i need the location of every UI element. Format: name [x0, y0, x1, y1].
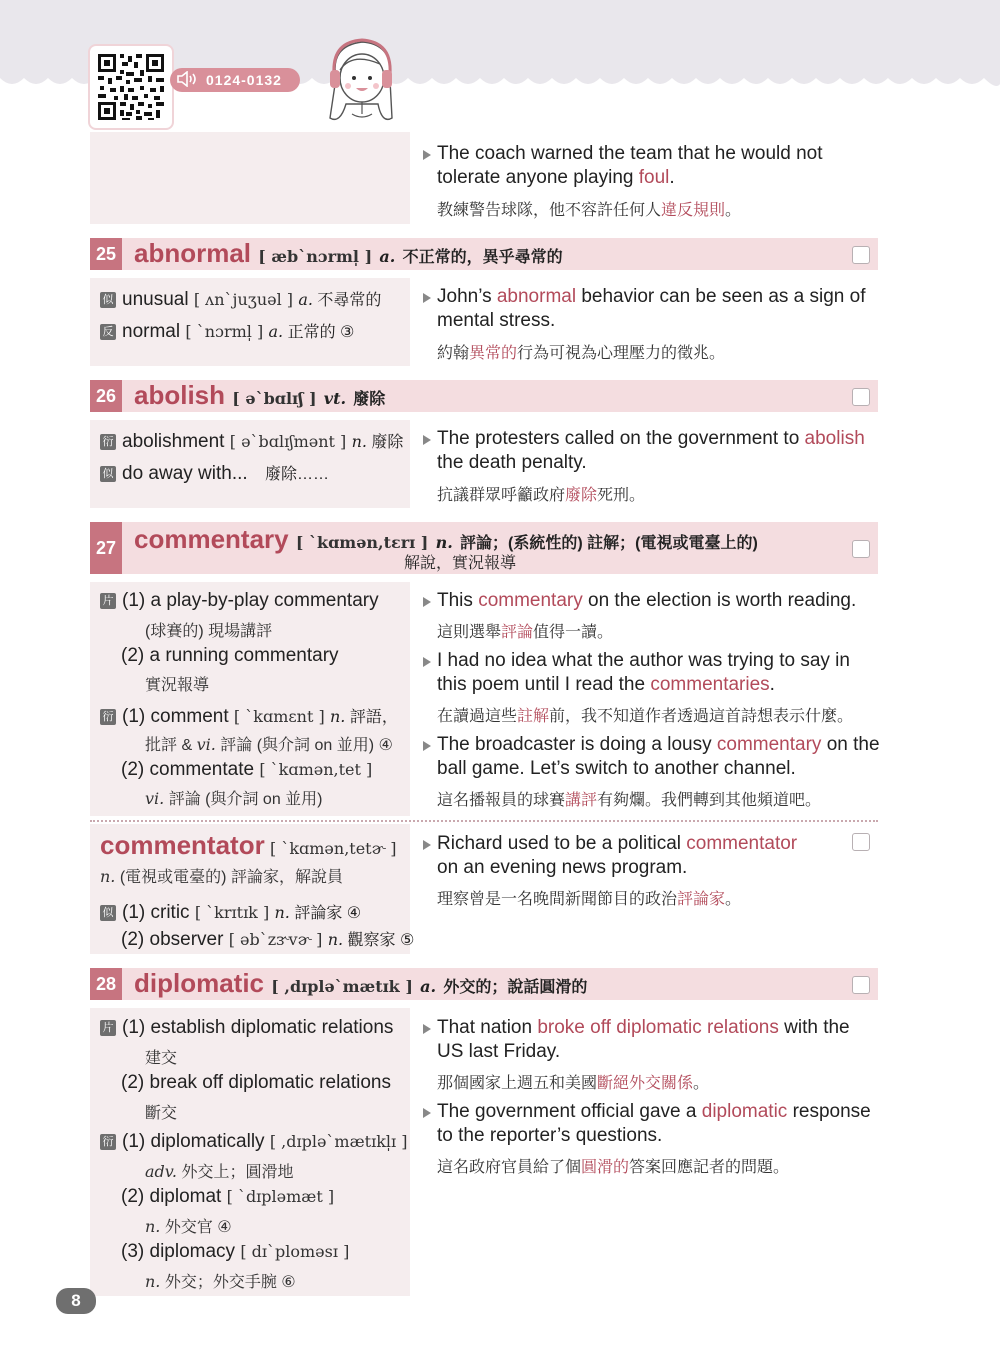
- definition: 不正常的，異乎尋常的: [402, 249, 563, 266]
- triangle-bullet-icon: [423, 597, 431, 607]
- example-en: on an evening news program.: [437, 857, 688, 878]
- audio-track-pill[interactable]: [170, 68, 300, 92]
- phrase-row: 片 (1) a play-by-play commentary: [100, 590, 379, 612]
- example-en: ball game. Let’s switch to another channel.: [437, 758, 796, 779]
- headword: abnormal [ æbˋnɔrml̩ ] a. 不正常的，異乎尋常的: [134, 238, 563, 268]
- qr-code-icon: [96, 52, 166, 122]
- triangle-bullet-icon: [423, 1108, 431, 1118]
- example-en: The government official gave a diplomatic response: [437, 1101, 871, 1122]
- part-of-speech: a.: [420, 977, 437, 996]
- checkbox-icon[interactable]: [852, 833, 870, 851]
- example-en: the death penalty.: [437, 452, 587, 473]
- checkbox-icon[interactable]: [852, 976, 870, 994]
- example-en: The protesters called on the government to abolish: [437, 428, 865, 449]
- part-of-speech: a.: [379, 247, 396, 266]
- entry-number: 25: [90, 238, 122, 270]
- definition: 外交的；說話圓滑的: [443, 979, 588, 996]
- entry-header-28: [90, 968, 878, 1000]
- example-cn: 教練警告球隊，他不容許任何人違反規則。: [437, 202, 742, 219]
- audio-track-label: 0124-0132: [206, 72, 282, 88]
- example-en: US last Friday.: [437, 1041, 561, 1062]
- phrase-cn: 實況報導: [145, 677, 210, 694]
- example-en: Richard used to be a political commentator: [437, 833, 798, 854]
- example-en: That nation broke off diplomatic relations with the: [437, 1017, 850, 1038]
- part-of-speech: vt.: [323, 389, 347, 408]
- headword: commentary [ ˋkɑmən,tɛrɪ ] n. 評論；(系統性的) 註解；(電視或電臺上的): [134, 524, 758, 554]
- definition: 評論；(系統性的) 註解；(電視或電臺上的): [460, 535, 758, 552]
- headword: diplomatic [ ,dɪpləˋmætɪk ] a. 外交的；說話圓滑的: [134, 968, 588, 998]
- sub-headword: commentator [ ˋkɑmən,tetɚ ]: [100, 830, 397, 860]
- example-en: John’s abnormal behavior can be seen as a sign of: [437, 286, 866, 307]
- pronunciation: [ ˋkɑmən,tɛrɪ ]: [295, 533, 429, 552]
- example-cn: 這名政府官員給了個圓滑的答案回應記者的問題。: [437, 1159, 790, 1176]
- derivative-row: 衍 (1) diplomatically [ ,dɪpləˋmætɪkl̩ɪ ]: [100, 1131, 407, 1153]
- triangle-bullet-icon: [423, 840, 431, 850]
- triangle-bullet-icon: [423, 435, 431, 445]
- phrase-cn: (球賽的) 現場講評: [145, 623, 273, 640]
- dotted-divider: [90, 820, 878, 822]
- checkbox-icon[interactable]: [852, 246, 870, 264]
- example-en: I had no idea what the author was trying to say in: [437, 650, 850, 671]
- definition: 廢除: [353, 391, 386, 408]
- pronunciation: [ ,dɪpləˋmætɪk ]: [271, 977, 413, 996]
- entry-header-27: [90, 522, 878, 574]
- phrase-cn: 建交: [145, 1050, 178, 1067]
- example-cn: 那個國家上週五和美國斷絕外交關係。: [437, 1075, 710, 1092]
- headword: abolish [ əˋbɑlɪʃ ] vt. 廢除: [134, 380, 386, 410]
- example-en: this poem until I read the commentaries.: [437, 674, 775, 695]
- checkbox-icon[interactable]: [852, 388, 870, 406]
- derivative-row: (3) diplomacy [ dɪˋploməsɪ ]: [121, 1241, 350, 1262]
- tag-similar: 似: [100, 292, 116, 308]
- synonym-row: 似 do away with... 廢除……: [100, 461, 329, 485]
- example-en: This commentary on the election is worth reading.: [437, 590, 857, 611]
- triangle-bullet-icon: [423, 741, 431, 751]
- example-en: to the reporter’s questions.: [437, 1125, 663, 1146]
- tag-opposite: 反: [100, 324, 116, 340]
- tag-derivative: 衍: [100, 434, 116, 450]
- derivative-row: 衍 abolishment [ əˋbɑlɪʃmənt ] n. 廢除: [100, 429, 403, 453]
- derivative-row: 衍 (1) comment [ ˋkɑmɛnt ] n. 評語，: [100, 704, 398, 728]
- example-en: The broadcaster is doing a lousy commentary on the: [437, 734, 880, 755]
- derivative-cn: n. 外交官 ④: [145, 1217, 232, 1236]
- derivative-cn: vi. 評論 (與介詞 on 並用): [145, 789, 323, 808]
- example-cn: 理察曾是一名晚間新聞節目的政治評論家。: [437, 891, 742, 908]
- speaker-icon: [176, 71, 200, 90]
- synonym-row: 似 (1) critic [ ˋkrɪtɪk ] n. 評論家 ④: [100, 900, 361, 924]
- tag-phrase: 片: [100, 593, 116, 609]
- checkbox-icon[interactable]: [852, 540, 870, 558]
- example-cn: 抗議群眾呼籲政府廢除死刑。: [437, 487, 646, 504]
- triangle-bullet-icon: [423, 150, 431, 160]
- continued-left-panel: [90, 132, 410, 224]
- entry-number: 27: [90, 522, 122, 574]
- sub-definition: n. (電視或電臺的) 評論家，解說員: [100, 867, 343, 886]
- antonym-row: 反 normal [ ˋnɔrml̩ ] a. 正常的 ③: [100, 319, 354, 343]
- headphone-girl-icon: [322, 34, 402, 126]
- example-cn: 這則選舉評論值得一讀。: [437, 624, 614, 641]
- definition-cont: 解說，實況報導: [404, 555, 517, 572]
- page-number: 8: [56, 1288, 96, 1314]
- entry-number: 26: [90, 380, 122, 412]
- pronunciation: [ æbˋnɔrml̩ ]: [258, 247, 373, 266]
- phrase-row: 片 (1) establish diplomatic relations: [100, 1017, 393, 1039]
- tag-similar: 似: [100, 905, 116, 921]
- example-cn: 約翰異常的行為可視為心理壓力的徵兆。: [437, 345, 726, 362]
- part-of-speech: n.: [435, 533, 453, 552]
- tag-phrase: 片: [100, 1020, 116, 1036]
- phrase-row: (2) break off diplomatic relations: [121, 1072, 391, 1093]
- example-cn: 這名播報員的球賽講評有夠爛。我們轉到其他頻道吧。: [437, 792, 822, 809]
- example-en: tolerate anyone playing foul.: [437, 167, 675, 188]
- synonym-row: (2) observer [ əbˋzɝvɚ ] n. 觀察家 ⑤: [121, 929, 415, 950]
- entry-number: 28: [90, 968, 122, 1000]
- synonym-row: 似 unusual [ ʌnˋjuʒuəl ] a. 不尋常的: [100, 287, 381, 311]
- derivative-row: (2) diplomat [ ˋdɪpləmæt ]: [121, 1186, 335, 1207]
- example-cn: 在讀過這些註解前，我不知道作者透過這首詩想表示什麼。: [437, 708, 854, 725]
- derivative-cn: adv. 外交上；圓滑地: [145, 1162, 294, 1181]
- example-en: mental stress.: [437, 310, 556, 331]
- triangle-bullet-icon: [423, 1024, 431, 1034]
- qr-code[interactable]: [88, 44, 174, 130]
- tag-derivative: 衍: [100, 709, 116, 725]
- highlight-word: foul: [638, 167, 670, 188]
- derivative-cn: 批評 & vi. 評論 (與介詞 on 並用) ④: [145, 735, 393, 754]
- tag-similar: 似: [100, 466, 116, 482]
- derivative-cn: n. 外交；外交手腕 ⑥: [145, 1272, 296, 1291]
- entry-header-25: [90, 238, 878, 270]
- phrase-row: (2) a running commentary: [121, 645, 339, 666]
- derivative-row: (2) commentate [ ˋkɑmən,tet ]: [121, 759, 373, 780]
- phrase-cn: 斷交: [145, 1105, 178, 1122]
- pronunciation: [ əˋbɑlɪʃ ]: [232, 389, 317, 408]
- example-en: The coach warned the team that he would not: [437, 143, 823, 164]
- entry-header-26: [90, 380, 878, 412]
- tag-derivative: 衍: [100, 1134, 116, 1150]
- triangle-bullet-icon: [423, 293, 431, 303]
- triangle-bullet-icon: [423, 657, 431, 667]
